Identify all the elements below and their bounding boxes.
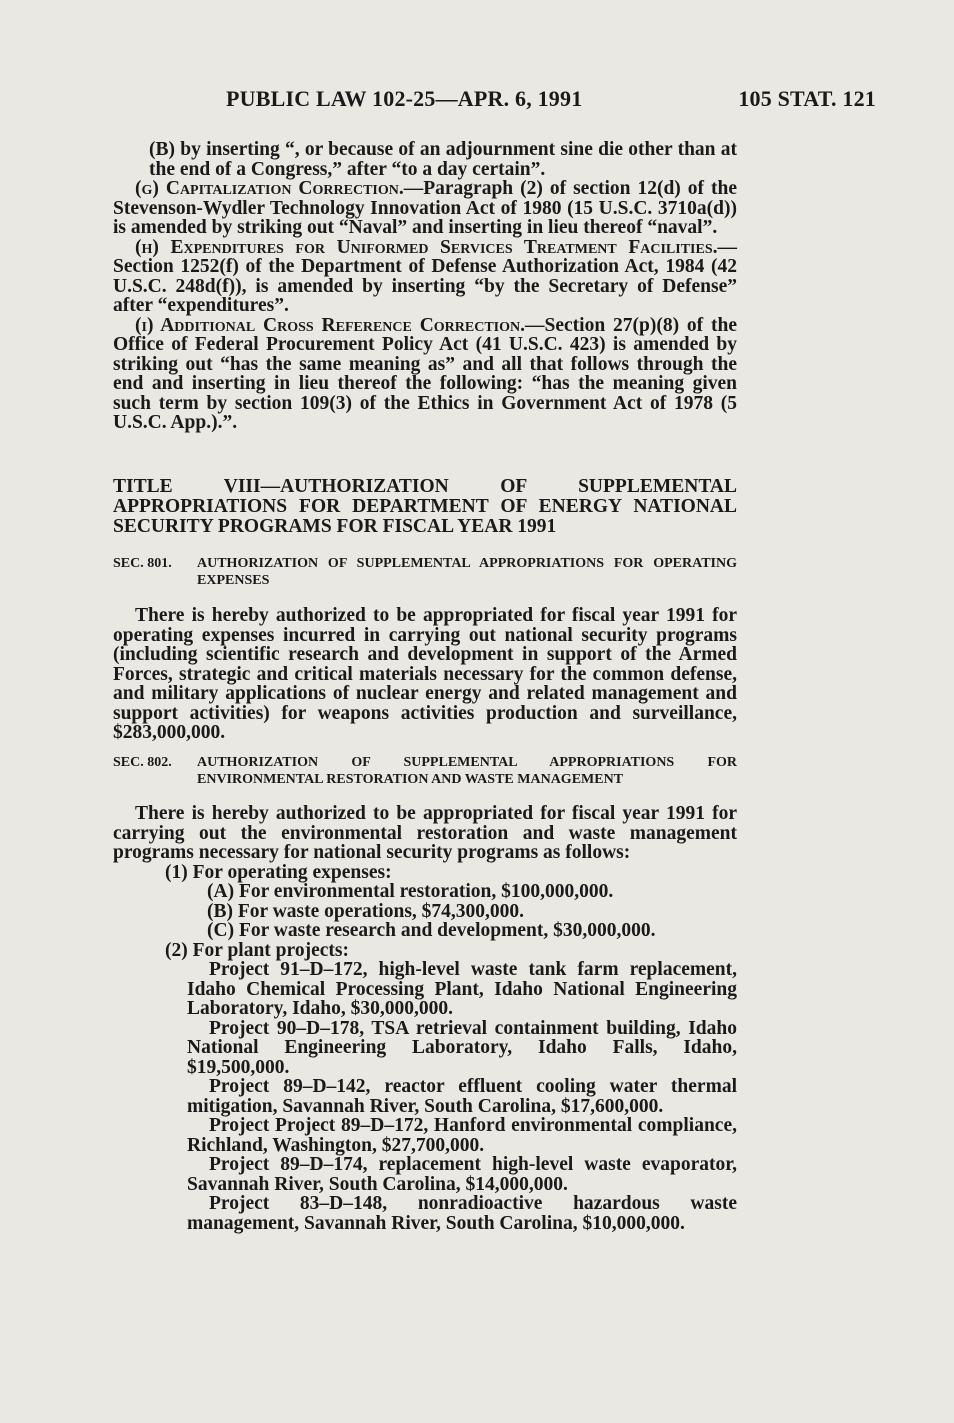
item-waste-research: (C) For waste research and development, $30,000,000.	[207, 920, 656, 941]
project-item: Project 90–D–178, TSA retrieval containment building, Idaho National Engineering Laboratory, Idaho Falls, Idaho, $19,500,000.	[187, 1017, 737, 1078]
section-801-heading	[113, 555, 737, 589]
project-item: Project 91–D–172, high-level waste tank farm replacement, Idaho Chemical Processing Plant, Idaho National Engineering Laboratory, Idaho, $30,000,000.	[187, 959, 737, 1019]
project-item: Project 83–D–148, nonradioactive hazardous waste management, Savannah River, South Carolina, $10,000,000.	[187, 1193, 737, 1234]
section-802-heading	[113, 754, 737, 788]
amendments-block	[113, 140, 737, 433]
section-801-number: SEC. 801.	[113, 556, 172, 571]
para-g	[113, 179, 737, 238]
para-b-insert: (B) by inserting “, or because of an adjournment sine die other than at the end of a Congress,” after “to a day certain”.	[149, 139, 737, 180]
header-stat-page: 105 STAT. 121	[738, 86, 876, 111]
project-item: Project 89–D–142, reactor effluent cooling water thermal mitigation, Savannah River, South Carolina, $17,600,000.	[187, 1076, 737, 1117]
running-header	[226, 86, 876, 112]
para-h-text: —Section 1252(f) of the Department of Defense Authorization Act, 1984 (42 U.S.C. 248d(f)), is amended by inserting “by the Secretary of Defense” after “expenditures”.	[113, 236, 737, 316]
section-801-body: There is hereby authorized to be appropriated for fiscal year 1991 for operating expenses incurred in carrying out national security programs (including scientific research and development in support of the Armed Forces, strategic and critical materials necessary for the common defense, and military applications of nuclear energy and related management and support activities) for weapons activities production and surveillance, $283,000,000.	[113, 605, 737, 743]
para-h-label: (h) Expenditures for Uniformed Services Treatment Facilities.	[135, 236, 718, 258]
section-801-title: AUTHORIZATION OF SUPPLEMENTAL APPROPRIATIONS FOR OPERATING EXPENSES	[197, 556, 737, 588]
para-operating-expenses: (1) For operating expenses:	[165, 861, 392, 883]
header-law-date: PUBLIC LAW 102-25—APR. 6, 1991	[226, 86, 583, 111]
para-i	[113, 316, 737, 433]
para-i-text: —Section 27(p)(8) of the Office of Federal Procurement Policy Act (41 U.S.C. 423) is amended by striking out “has the same meaning as” and all that follows through the end and inserting in lieu thereof the following: “has the meaning given such term by section 109(3) of the Ethics in Government Act of 1978 (5 U.S.C. App.).”.	[113, 314, 737, 433]
section-802	[113, 754, 737, 1233]
para-i-label: (i) Additional Cross Reference Correction.	[135, 314, 525, 336]
project-item: Project 89–D–174, replacement high-level waste evaporator, Savannah River, South Carolina, $14,000,000.	[187, 1154, 737, 1195]
section-801	[113, 555, 737, 743]
item-waste-operations: (B) For waste operations, $74,300,000.	[207, 900, 525, 922]
para-h	[113, 238, 737, 316]
section-802-body: There is hereby authorized to be appropriated for fiscal year 1991 for carrying out the environmental restoration and waste management programs necessary for national security programs as follows:	[113, 803, 737, 863]
section-802-number: SEC. 802.	[113, 755, 172, 770]
para-plant-projects: (2) For plant projects:	[165, 939, 349, 961]
item-environmental-restoration: (A) For environmental restoration, $100,000,000.	[207, 881, 614, 902]
section-802-title: AUTHORIZATION OF SUPPLEMENTAL APPROPRIATIONS FOR ENVIRONMENTAL RESTORATION AND WASTE MANAGEMENT	[197, 755, 737, 787]
title-viii-heading: TITLE VIII—AUTHORIZATION OF SUPPLEMENTAL APPROPRIATIONS FOR DEPARTMENT OF ENERGY NATIONAL SECURITY PROGRAMS FOR FISCAL YEAR 1991	[113, 476, 737, 537]
project-item: Project Project 89–D–172, Hanford environmental compliance, Richland, Washington, $27,700,000.	[187, 1115, 737, 1156]
para-g-text: —Paragraph (2) of section 12(d) of the Stevenson-Wydler Technology Innovation Act of 1980 (15 U.S.C. 3710a(d)) is amended by striking out “Naval” and inserting in lieu thereof “naval”.	[113, 178, 737, 238]
para-g-label: (g) Capitalization Correction.	[135, 178, 404, 199]
